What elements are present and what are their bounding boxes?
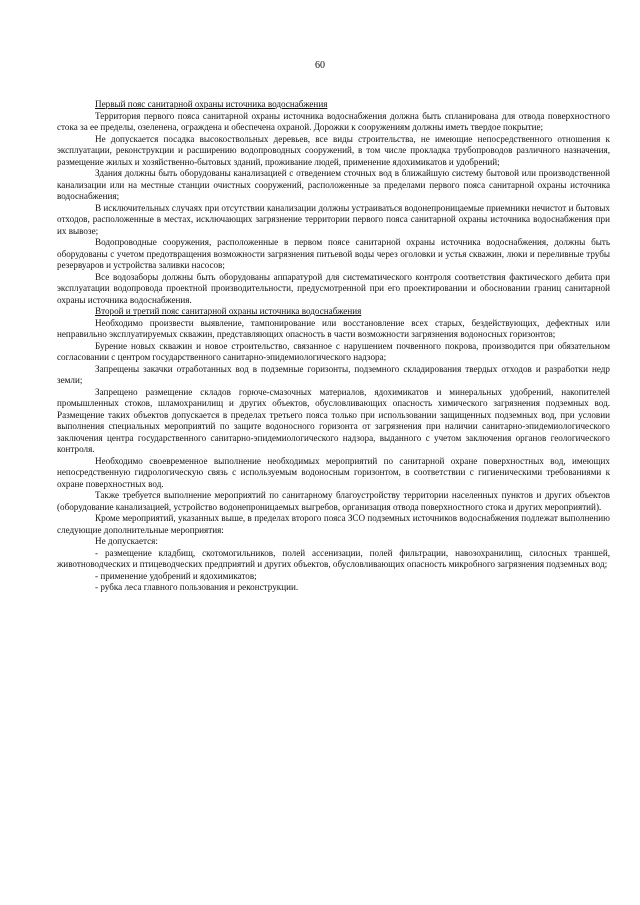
paragraph: Водопроводные сооружения, расположенные в первом поясе санитарной охраны источника водоснабжения, должны быть оборудованы с учетом предотвращения возможности загрязнения питьевой воды через оголовки и устья скважин, люки и переливные трубы резервуаров и устройства заливки насосов; bbox=[57, 237, 610, 270]
page-number: 60 bbox=[315, 60, 325, 71]
paragraph: В исключительных случаях при отсутствии канализации должны устраиваться водонепроницаемые приемники нечистот и бытовых отходов, расположенные в местах, исключающих загрязнение территории первого пояса санитарной охраны источника водоснабжения при их вывозе; bbox=[57, 202, 610, 236]
paragraph: Территория первого пояса санитарной охраны источника водоснабжения должна быть спланирована для отвода поверхностного стока за ее пределы, озеленена, ограждена и обеспечена охраной. Дорожки к сооружениям должны иметь твердое покрытие; bbox=[57, 110, 610, 132]
paragraph: Все водозаборы должны быть оборудованы аппаратурой для систематического контроля соответствия фактического дебита при эксплуатации водопровода проектной производительности, предусмотренной при его проектировании и обосновании границ санитарной охраны источника водоснабжения. bbox=[57, 271, 610, 305]
paragraph: Запрещены закачки отработанных вод в подземные горизонты, подземного складирования твердых отходов и разработки недр земли; bbox=[57, 363, 610, 385]
list-item: - размещение кладбищ, скотомогильников, полей ассенизации, полей фильтрации, навозохранилищ, силосных траншей, животноводческих и птицеводческих предприятий и других объектов, обусловливающих опасность микробного загрязнения подземных вод; bbox=[57, 547, 610, 569]
paragraph: Необходимо своевременное выполнение необходимых мероприятий по санитарной охране поверхностных вод, имеющих непосредственную гидрологическую связь с используемым водоносным горизонтом, в соответствии с гигиеническими требованиями к охране поверхностных вод. bbox=[57, 455, 610, 489]
paragraph: Не допускается посадка высокоствольных деревьев, все виды строительства, не имеющие непосредственного отношения к эксплуатации, реконструкции и расширению водопроводных сооружений, в том числе прокладка трубопроводов различного назначения, размещение жилых и хозяйственно-бытовых зданий, проживание людей, применение ядохимикатов и удобрений; bbox=[57, 133, 610, 167]
document-body bbox=[57, 99, 610, 594]
paragraph: Также требуется выполнение мероприятий по санитарному благоустройству территории населенных пунктов и других объектов (оборудование канализацией, устройство водонепроницаемых выгребов, организация отвода поверхностного стока и других мероприятий). bbox=[57, 490, 610, 512]
paragraph: Запрещено размещение складов горюче-смазочных материалов, ядохимикатов и минеральных удобрений, накопителей промышленных стоков, шламохранилищ и других объектов, обусловливающих опасность химического загрязнения подземных вод. Размещение таких объектов допускается в пределах третьего пояса только при использовании защищенных подземных вод, при условии выполнения специальных мероприятий по защите водоносного горизонта от загрязнения при наличии санитарно-эпидемиологического заключения центра государственного санитарно-эпидемиологического надзора, выданного с учетом заключения органов геологического контроля. bbox=[57, 386, 610, 454]
paragraph: Кроме мероприятий, указанных выше, в пределах второго пояса ЗСО подземных источников водоснабжения подлежат выполнению следующие дополнительные мероприятия: bbox=[57, 513, 610, 535]
paragraph: Здания должны быть оборудованы канализацией с отведением сточных вод в ближайшую систему бытовой или производственной канализации или на местные станции очистных сооружений, расположенные за пределами первого пояса санитарной охраны источника водоснабжения; bbox=[57, 168, 610, 201]
list-item: - рубка леса главного пользования и реконструкции. bbox=[95, 582, 299, 592]
paragraph: Не допускается: bbox=[95, 536, 158, 546]
paragraph: Бурение новых скважин и новое строительство, связанное с нарушением почвенного покрова, производится при обязательном согласовании с центром государственного санитарно-эпидемиологического надзора; bbox=[57, 340, 610, 362]
section-heading: Первый пояс санитарной охраны источника водоснабжения bbox=[95, 99, 328, 109]
section-heading: Второй и третий пояс санитарной охраны источника водоснабжения bbox=[95, 306, 362, 316]
paragraph: Необходимо произвести выявление, тампонирование или восстановление всех старых, бездействующих, дефектных или неправильно эксплуатируемых скважин, представляющих опасность в части возможности загрязнения водоносных горизонтов; bbox=[57, 317, 610, 339]
list-item: - применение удобрений и ядохимикатов; bbox=[95, 570, 257, 581]
